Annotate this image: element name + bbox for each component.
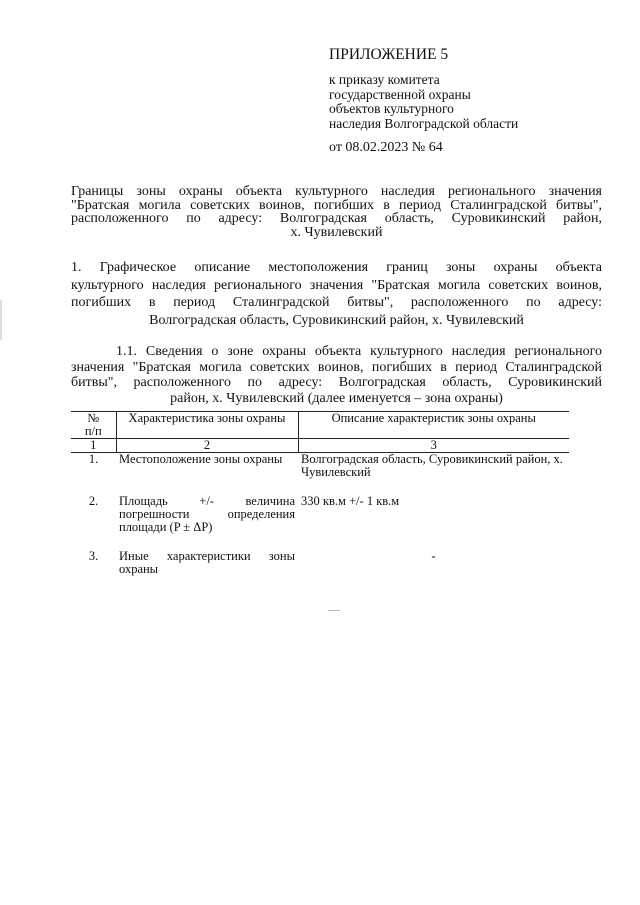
order-line: к приказу комитета (329, 72, 440, 87)
column-number: 3 (298, 439, 569, 453)
subsection-line: значения "Братская могила советских воинов, погибших в период Сталинградской (71, 359, 602, 375)
row-number: 2. (88, 494, 99, 508)
area-formula: (P ± ΔP) (169, 520, 213, 534)
appendix-label: ПРИЛОЖЕНИЕ 5 (329, 46, 449, 63)
section-line: культурного наследия регионального значения "Братская могила советских воинов, (71, 277, 602, 293)
section-heading (71, 259, 602, 329)
subsection-line: битвы", расположенного по адресу: Волгоградская область, Суровикинский (71, 375, 602, 390)
zone-table (71, 411, 569, 576)
header-description: Описание характеристик зоны охраны (298, 412, 569, 439)
column-number: 1 (71, 439, 116, 453)
order-line: наследия Волгоградской области (329, 115, 519, 131)
order-date: от 08.02.2023 № 64 (329, 140, 443, 155)
title-line: расположенного по адресу: Волгоградская область, Суровикинский район, (71, 211, 602, 226)
subsection-line: район, х. Чувилевский (далее именуется – зона охраны) (170, 390, 503, 406)
title-line: "Братская могила советских воинов, погибших в период Сталинградской битвы", (71, 197, 602, 213)
table-header-row (71, 412, 569, 439)
row-description: Волгоградская область, Суровикинский район, х. Чувилевский (301, 452, 563, 479)
order-line: объектов культурного (329, 101, 454, 116)
header-characteristic: Характеристика зоны охраны (116, 412, 298, 439)
row-characteristic: Иные характеристики зоны охраны (119, 549, 295, 576)
title-line: Границы зоны охраны объекта культурного наследия регионального значения (71, 184, 602, 199)
subsection-line: 1.1. Сведения о зоне охраны объекта культурного наследия регионального (116, 344, 602, 359)
divider (328, 610, 340, 611)
header-num-line: № (87, 411, 100, 425)
column-number: 2 (116, 439, 298, 453)
subsection-heading (71, 344, 602, 406)
column-numbers-row (71, 439, 569, 453)
table-row (71, 495, 569, 550)
table-row (71, 453, 569, 496)
document-title (71, 185, 602, 239)
table-row (71, 550, 569, 576)
scan-artifact (0, 300, 2, 340)
section-line: 1. Графическое описание местоположения границ зоны охраны объекта (71, 260, 602, 275)
row-description: - (431, 549, 436, 563)
row-characteristic-cell (116, 495, 298, 550)
row-description: 330 кв.м +/- 1 кв.м (301, 494, 400, 508)
title-line: х. Чувилевский (290, 224, 383, 240)
order-reference (329, 73, 518, 131)
section-line: Волгоградская область, Суровикинский район, х. Чувилевский (149, 312, 524, 328)
section-line: погибших в период Сталинградской битвы", расположенного по адресу: (71, 295, 602, 310)
row-number: 3. (88, 549, 99, 563)
header-num (71, 412, 116, 439)
row-characteristic: Площадь +/- величина погрешности определения площади (119, 494, 295, 534)
row-characteristic: Местоположение зоны охраны (119, 452, 283, 466)
row-number: 1. (88, 452, 99, 466)
header-num-line: п/п (84, 424, 102, 438)
order-line: государственной охраны (329, 86, 471, 102)
